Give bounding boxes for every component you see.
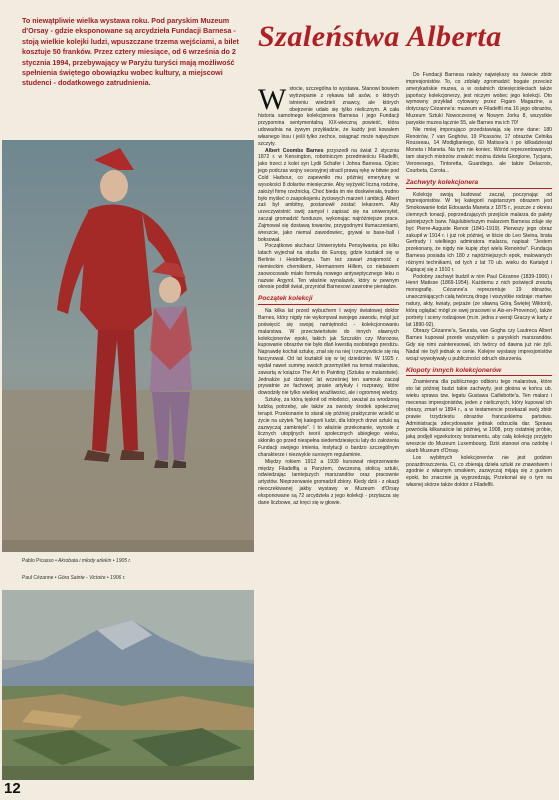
painting-cezanne-sainte-victoire	[2, 590, 254, 780]
paragraph: Do Fundacji Barnesa należy największy na świecie zbiór impresjonistów. To, co zdołały zgromadzić bogate przecież amerykańskie muzea, a w ostatnich dziesięcioleciach także japońscy kolekcjonerzy, jest niczym wobec jego kolekcji. Oto wymowny przykład cytowany przez Figaro Magazine, a dotyczący Cézanne'a: muzeum w Filadelfii ma 16 jego obrazów, Muzeum Sztuki Nowoczesnej w Nowym Jorku 8, wszystkie paryskie muzea łącznie 55, ale Barnes ma ich 70!	[406, 72, 552, 126]
paragraph-lead-name: Albert Coombs Barnes	[265, 147, 324, 154]
section-heading: Zachwyty kolekcjonera	[406, 180, 552, 189]
page-number: 12	[4, 780, 21, 797]
paragraph-text: przyszedł na świat 2 stycznia 1872 r. w Kensington, robotniczym przedmieściu Filadelfii, jako trzeci z kolei syn Lydii Schafer i Johna Barnesa. Ojciec jego podczas wojny secesyjnej stracił prawą rękę w bitwie pod Cold Harbour, co zapewniło mu później emeryturę w wysokości 8 dolarów miesięcznie. Aby wyżywić liczną rodzinę, założył firmę rzeźnicką. Choć bieda im nie doskwierała, trudno było myśleć o zaspokojeniu życiowych marzeń i ambicji. Albert zaś był ambitny, postanowił zostać lekarzem. Aby urzeczywistnić swój zamysł i zapisać się na uniwersytet, zaczął gromadzić fundusze, wykonując najróżniejsze prace. Zajmował się dostawą towarów, przygodnymi tłumaczeniami, wreszcie, jako niemal zawodowiec, grywał w base-ball i boksował.	[258, 147, 399, 243]
drop-cap: W	[258, 83, 287, 116]
paragraph: Sztukę, za którą tęsknił od młodości, uważał za wrodzoną ludzką potrzebę, ale także za swoisty środek społecznej terapii. Przekonanie to starał się później praktycznie wcielić w życie na użytek "tej kategorii ludzi, dla których drzwi sztuki są zazwyczaj zamknięte". I to właśnie przekonanie, wyrosłe z licznych utopijnych teorii społecznych ubiegłego wieku, skłoniło go przed niespełna siedemdziesięciu laty do założenia Fundacji swojego imienia, instytucji o bardzo szczególnym charakterze i niezwykle surowym regulaminie.	[258, 397, 400, 458]
caption-picasso	[22, 558, 131, 564]
article-column-1	[258, 83, 400, 507]
mountain-landscape-image	[2, 590, 254, 780]
article-column-2	[406, 72, 552, 489]
paragraph: Los wybitnych kolekcjonerów nie jest godzien pozazdroszczenia. Ci, co zbierają dzieła sztuki ze znawstwem i zgodnie z własnym smakiem, zazwyczaj mijają się z gustem epoki, bo znacznie ją wyprzedzają. Przekonał się o tym na własnej skórze także doktor z Filadelfii.	[406, 454, 552, 489]
caption-artist: Paul Cézanne	[22, 575, 54, 581]
paragraph: Między rokiem 1912 a 1939 kursował nieprzerwanie między Filadelfią a Paryżem, ówczesną stolicą sztuki, odwiedzając tamtejszych marszandów oraz pracownie artystów. Nieprzerwanie gromadził zbiory. Kiedy dziś - z okazji nieoczekiwanej jakby wystawy w Muzeum d'Orsay eksponowane są 72 arcydzieła z jego kolekcji - przytacza się dane liczbowe, aż kręci się w głowie.	[258, 458, 399, 506]
paragraph: Znamienna dla publicznego odbioru tego malarstwa, które sto lat później budzi takie zachwyty, jest głośna w końcu ub. wieku sprawa tzw. legatu Gustawa Caillebotte'a. Ten malarz i mecenas impresjonistów, jeden z nielicznych, który kupował ich obrazy, zmarł w 1894 r., a w testamencie przekazał swój zbiór prawie trzydziestu obrazów francuskiemu państwu. Administracja zdecydowanie jednak odrzuciła dar. Sprawa powróciła kilkanaście lat później, w 1908, przy ostatniej próbie, jaką podjęli egzekutorzy testamentu, aby całą kolekcję przyjęto wreszcie do Muzeum Luxembourg. Dziś stanowi ona ozdobę i skarb Muzeum d'Orsay.	[406, 379, 552, 454]
section-heading: Kłopoty innych kolekcjonerów	[406, 368, 552, 377]
paragraph	[258, 83, 399, 148]
caption-cezanne	[22, 575, 126, 581]
caption-artist: Pablo Picasso	[22, 558, 54, 564]
painting-picasso-acrobat	[2, 140, 254, 552]
article-title: Szaleństwa Alberta	[258, 20, 502, 53]
acrobat-harlequin-image	[2, 140, 254, 552]
paragraph: Nie mniej imponująco przedstawiają się inne dane: 180 Renoirów, 7 van Goghów, 19 Picassów, 17 obrazów Celnika Rousseau, 14 Modiglianiego, 60 Matisse'a i po kilkadziesiąt Moneta i Maneta. Na tym nie koniec. Wśród reprezentowanych tam starych mistrzów znaleźć można dzieła Giorgione, Tycjana, Veronesego, Tintoretta, Guardiego, ale także Delacroix, Courbeta, Corota...	[406, 126, 552, 174]
paragraph	[258, 148, 399, 244]
lead-paragraph: To niewątpliwie wielka wystawa roku. Pod paryskim Muzeum d'Orsay - gdzie eksponowane są arcydzieła Fundacji Barnesa - stoją wielkie kolejki ludzi, wpuszczane trzema wejściami, a bilet kosztuje 50 franków. Przez cztery miesiące, od 6 września do 2 stycznia 1994, przebywający w Paryżu turyści mają możliwość spełnienia świętego obowiązku wobec kultury, a miejscowi studenci - dodatkowego zatrudnienia.	[22, 16, 239, 88]
paragraph: Początkowo słuchacz Uniwersytetu Pensylwania, po kilku latach wyjechał na studia do Europy, gdzie kształcił się w Berlinie i Heidelbergu. Tam też zawarł znajomość z niemieckim chemikiem, Hermannem Hillem, co niebawem zaowocowało miało formułą nowego antyseptycznego leku o nazwie Argyrol. Ten właśnie wynalazek, który w pewnym okresie podbił świat, przyniósł Barnesowi zawrotne pieniądze.	[258, 243, 399, 291]
section-heading: Początek kolekcji	[258, 296, 399, 305]
paragraph: Na kilka lat przed wybuchem I wojny światowej doktor Barnes, który nigdy nie wykonywał swojego zawodu, mógł już poświęcić się swojej namiętności - kolekcjonowaniu malarstwa. W przeciwieństwie do innych sławnych kolekcjonerów epoki, takich jak Szczukin czy Morozow, kupowanie obrazów nie było dlań kwestią osobistego prestiżu. Naprawdę kochał sztukę, znał się na niej i rzeczywiście się nią fascynował. Od lat kształcił się w tej dziedzinie. W 1925 r. wydał nawet summę swoich przemyśleń na temat malarstwa, zawartą w książce The Art in Painting (Sztuka w malarstwie). Jednakże już dziesięć lat wcześniej ten samouk zaczął prywatnie ze fachowej prasie artykuły i rozprawy, które dowodziły nie tylko wielkiej wrażliwości, ale i ogromnej wiedzy.	[258, 308, 399, 397]
caption-work: • Akrobata i młody arlekin • 1905 r.	[53, 558, 132, 564]
caption-work: • Góra Sainte - Victoire • 1906 r.	[53, 575, 126, 581]
paragraph: Obrazy Cézanne'a, Seurata, van Gogha czy Lautreca Albert Barnes kupował przede wszystkim u paryskich marszandów. Gdy się nimi zainteresował, ich twórcy od dawna już nie żyli. Nadal nie byli jednak w cenie. Kolejne wystawy impresjonistów wciąż wywoływały u publiczności odruch oburzenia.	[406, 328, 552, 362]
paragraph: Podobny zachwyt budził w nim Paul Cézanne (1839-1906) i Henri Matisse (1869-1954). Każdemu z nich poświęcił zresztą monografię. Cézanne'a reprezentuje 19 obrazów, unaoczniających całą twórczą drogę i wszystkie rodzaje: martwe natury, akty, kwiaty, pejzaże (ze sławną Górą Świętej Wiktorii), którą oglądać mógł ze swej pracowni w Aix-en-Provence), także portrety i sceny rodzajowe (m.in. jedna z wersji Graczy w karty z lat 1890-92).	[406, 273, 552, 328]
paragraph: Kolekcję swoją budować zaczął, poczynając od impresjonistów. W tej kategorii najstarszym obrazem jest Smokowanie łodzi Edouarda Maneta z 1875 r., jeszcze z okresu ciemnych tonacji, poprzedzających przejście malarza do palety jaśniejszych barw. Najulubieńszym malarzem Barnesa zdaje się być Pierre-Auguste Renoir (1841-1919). Pierwszy jego obraz zakupił w 1914 r. i już rok później, w liście do Leo Steina, brata Gertrudy i wielkiego admiratora malarza, napisał: "Jestem przekonany, że nigdy nie kupię zbyt wielu Renoirów". Fundacja Barnesa posiada ich 180 z najróżniejszych epok, malowanych różnymi technikami, od tych z lat 70 ub. wieku do Kariatyd i Kąpiącej się z 1910 r.	[406, 191, 552, 273]
paragraph-text: stocie, szczególna to wystawa. Stanowi bowiem wytrzepanie z rękawa tali asów, o których istnieniu wiedzieli znawcy, ale których obejrzenie udało się tylko nielicznym. A cała historia samotnego kolekcjonera Barnesa i jego Fundacji przypomina sentymentalną XIX-wieczną powieść, która udowadnia na żywym przykładzie, że każdy jest kowalem własnego losu i jeśli tylko zechce, osiągnąć może najwyższe szczyty.	[258, 86, 399, 147]
